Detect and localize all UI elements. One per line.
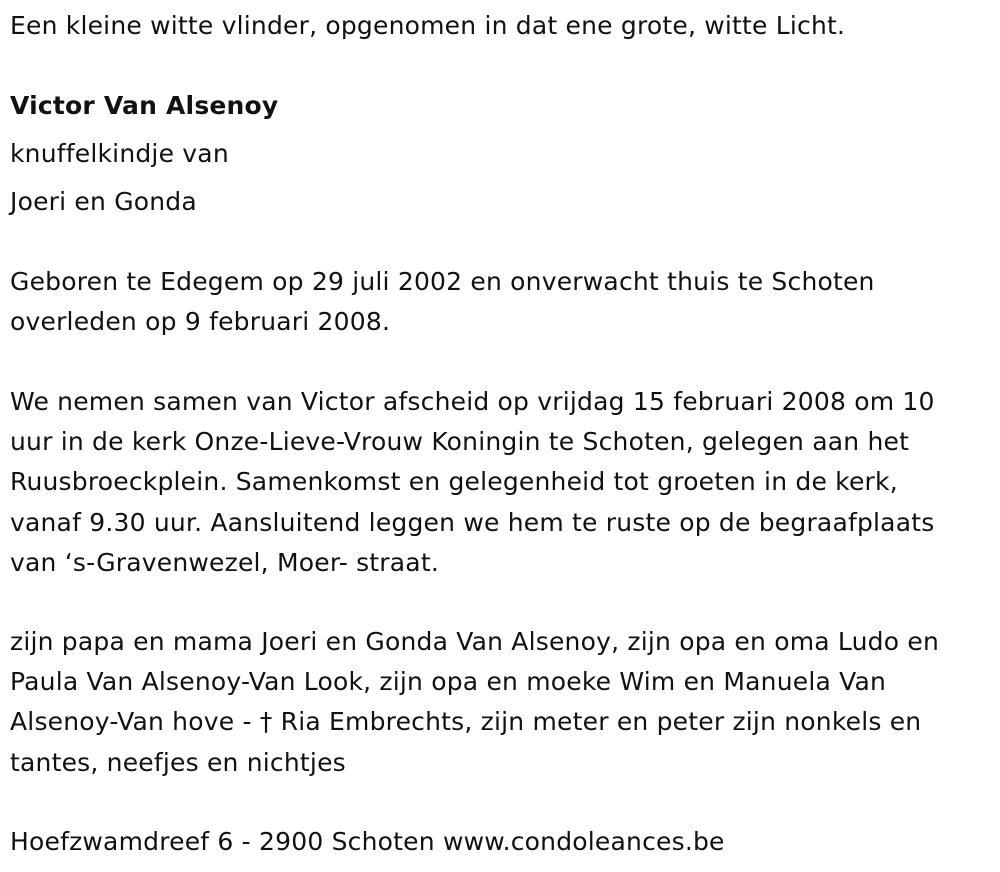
- paragraph-line: uur in de kerk Onze-Lieve-Vrouw Koningin te Schoten, gelegen aan het: [10, 427, 910, 457]
- paragraph-line: Paula Van Alsenoy-Van Look, zijn opa en moeke Wim en Manuela Van: [10, 667, 887, 697]
- paragraph-line: vanaf 9.30 uur. Aansluitend leggen we hem te ruste op de begraafplaats: [10, 507, 935, 537]
- address-line: [10, 822, 725, 862]
- farewell-paragraph: [10, 382, 935, 583]
- paragraph-line: overleden op 9 februari 2008.: [10, 307, 391, 337]
- address-text: Hoefzwamdreef 6 - 2900 Schoten www.condoleances.be: [10, 827, 725, 856]
- paragraph-line: van ‘s-Gravenwezel, Moer- straat.: [10, 547, 439, 577]
- paragraph-line: Alsenoy-Van hove - † Ria Embrechts, zijn meter en peter zijn nonkels en: [10, 707, 922, 737]
- subtitle-line-2: Joeri en Gonda: [10, 187, 197, 216]
- birth-death-paragraph: [10, 262, 875, 342]
- paragraph-line: Ruusbroeckplein. Samenkomst en gelegenheid tot groeten in de kerk,: [10, 467, 898, 497]
- paragraph-line: Geboren te Edegem op 29 juli 2002 en onverwacht thuis te Schoten: [10, 267, 875, 296]
- paragraph-line: zijn papa en mama Joeri en Gonda Van Alsenoy, zijn opa en oma Ludo en: [10, 627, 939, 656]
- deceased-name: Victor Van Alsenoy: [10, 91, 279, 120]
- motto-text: Een kleine witte vlinder, opgenomen in dat ene grote, witte Licht.: [10, 11, 846, 40]
- paragraph-line: tantes, neefjes en nichtjes: [10, 747, 346, 777]
- subtitle-line-1: knuffelkindje van: [10, 139, 229, 168]
- paragraph-line: We nemen samen van Victor afscheid op vrijdag 15 februari 2008 om 10: [10, 387, 935, 416]
- family-paragraph: [10, 622, 939, 783]
